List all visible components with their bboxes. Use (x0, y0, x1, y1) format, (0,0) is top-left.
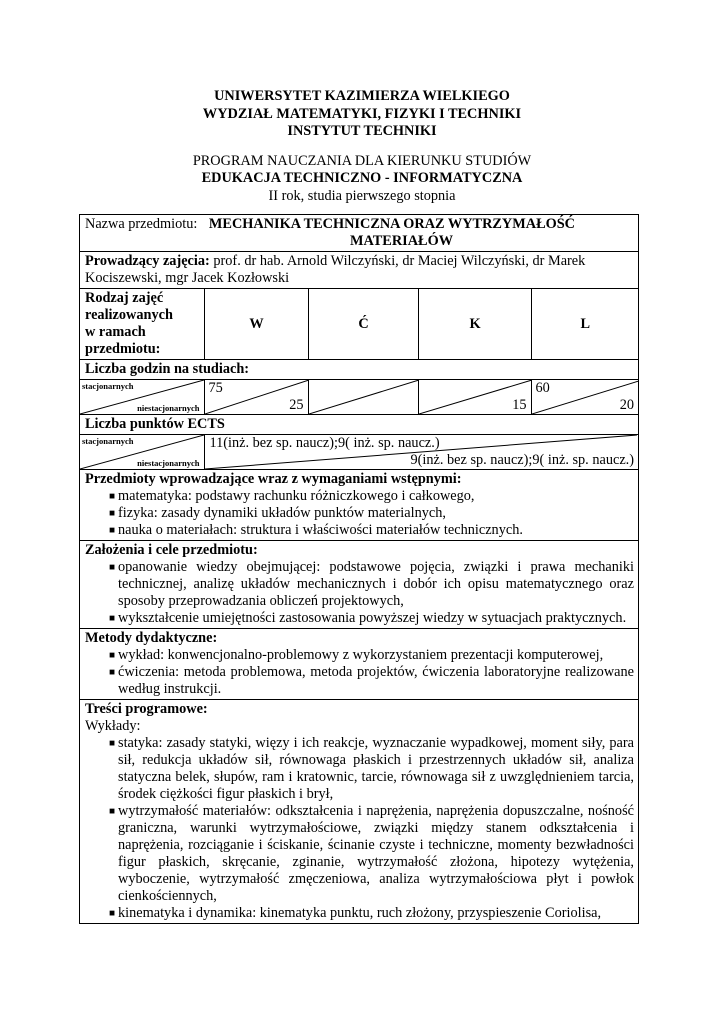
column-c: Ć (308, 289, 418, 359)
diagonal-divider-icon (309, 380, 419, 414)
list-item: ■ wykład: konwencjonalno-problemowy z wykorzystaniem prezentacji komputerowej, (109, 647, 604, 663)
hours-l-stationary: 60 (535, 380, 550, 396)
list-item: ■ kinematyka i dynamika: kinematyka punktu, ruch złożony, przyspieszenie Coriolisa, (109, 905, 602, 921)
column-l: L (531, 289, 638, 359)
lecturers-text-line1: prof. dr hab. Arnold Wilczyński, dr Maciej Wilczyński, dr Marek (209, 253, 586, 269)
syllabus-table (79, 214, 639, 924)
hours-label: Liczba godzin na studiach: (80, 360, 639, 380)
ects-values-cell (204, 435, 638, 469)
methods-list (85, 647, 634, 698)
study-level: II rok, studia pierwszego stopnia (268, 187, 456, 204)
ects-part-time-label: niestacjonarnych (137, 458, 200, 468)
ects-table (80, 435, 638, 469)
lecturers-text-line2: Kociszewski, mgr Jacek Kozłowski (85, 270, 290, 286)
document-header (0, 88, 724, 205)
hours-w-cell (204, 380, 308, 414)
lecturers-label: Prowadzący zajęcia: (85, 253, 210, 269)
class-types-row (80, 289, 639, 360)
subject-name-line2: MATERIAŁÓW (350, 233, 453, 249)
list-item: ■ nauka o materiałach: struktura i właściwości materiałów technicznych. (109, 522, 523, 538)
ects-label: Liczba punktów ECTS (80, 415, 639, 435)
hours-c-cell (308, 380, 418, 414)
field-of-study: EDUKACJA TECHNICZNO - INFORMATYCZNA (201, 170, 523, 186)
prerequisites-row (80, 470, 639, 541)
content-list (85, 735, 634, 922)
hours-k-cell (418, 380, 531, 414)
list-item: ■ wykształcenie umiejętności zastosowania powyższej wiedzy w sytuacjach praktycznych. (109, 610, 627, 626)
ects-stationary-value: 11(inż. bez sp. naucz);9( inż. sp. naucz.) (209, 435, 440, 451)
lecturers-row (80, 252, 639, 289)
column-w: W (204, 289, 308, 359)
hours-table (80, 380, 638, 414)
list-item: ■ opanowanie wiedzy obejmującej: podstawowe pojęcia, związki i prawa mechaniki technicznej, analizę układów mechanicznych i dobór ich opisu matematycznego oraz sposoby przeprowadzania obliczeń projektowych, (109, 559, 634, 609)
ects-values-row (80, 435, 639, 470)
list-item: ■ ćwiczenia: metoda problemowa, metoda projektów, ćwiczenia laboratoryjne realizowane według instrukcji. (109, 664, 634, 697)
faculty-name: WYDZIAŁ MATEMATYKI, FIZYKI I TECHNIKI (202, 105, 522, 122)
content-row (80, 700, 639, 924)
hours-w-stationary: 75 (208, 380, 223, 396)
content-label: Treści programowe: (85, 701, 208, 717)
hours-label-row (80, 360, 639, 380)
ects-stationary-label: stacjonarnych (82, 436, 134, 446)
list-item: ■ matematyka: podstawy rachunku różniczkowego i całkowego, (109, 488, 475, 504)
class-types-table (80, 289, 638, 359)
subject-label: Nazwa przedmiotu: (85, 216, 198, 232)
program-title: PROGRAM NAUCZANIA DLA KIERUNKU STUDIÓW (192, 152, 532, 169)
hours-w-part-time: 25 (289, 397, 304, 413)
column-k: K (418, 289, 531, 359)
institute-name: INSTYTUT TECHNIKI (287, 123, 437, 139)
university-name: UNIWERSYTET KAZIMIERZA WIELKIEGO (214, 88, 510, 104)
prerequisites-label: Przedmioty wprowadzające wraz z wymaganiami wstępnymi: (85, 471, 462, 487)
hours-k-part-time: 15 (512, 397, 527, 413)
content-sublabel: Wykłady: (85, 718, 141, 734)
list-item: ■ fizyka: zasady dynamiki układów punktów materialnych, (109, 505, 446, 521)
list-item: ■ statyka: zasady statyki, więzy i ich reakcje, wyznaczanie wypadkowej, moment siły, para sił, redukcja układów sił, równowaga płaskich i przestrzennych układów sił, analiza statyczna belek, słupów, ram i kratownic, tarcie, równowaga sił z uwzględnieniem tarcia, środek ciężkości figur płaskich i brył, (109, 735, 634, 802)
goals-list (85, 559, 634, 627)
ects-mode-cell (80, 435, 204, 469)
ects-label-row (80, 415, 639, 435)
hours-l-part-time: 20 (619, 397, 634, 413)
hours-part-time-label: niestacjonarnych (137, 403, 200, 413)
hours-stationary-label: stacjonarnych (82, 381, 134, 391)
list-item: ■ wytrzymałość materiałów: odkształcenia i naprężenia, naprężenia dopuszczalne, nośność graniczna, warunki wytrzymałościowe, związki między stanem odkształcenia i naprężenia, rozciąganie i ściskanie, ścinanie czyste i techniczne, momenty bezwładności figur płaskich, skręcanie, zginanie, wytrzymałość złożona, hipotezy wytężenia, wyboczenie, wytrzymałość zmęczeniowa, analiza wytrzymałościowa płyt i powłok cienkościennych, (109, 803, 634, 904)
goals-row (80, 541, 639, 629)
class-types-label: Rodzaj zajęć realizowanych w ramach przedmiotu: (80, 289, 204, 359)
prerequisites-list (85, 488, 634, 539)
hours-l-cell (531, 380, 638, 414)
subject-row (80, 215, 639, 252)
hours-mode-cell (80, 380, 204, 414)
methods-row (80, 629, 639, 700)
methods-label: Metody dydaktyczne: (85, 630, 218, 646)
hours-values-row (80, 380, 639, 415)
subject-name-line1: MECHANIKA TECHNICZNA ORAZ WYTRZYMAŁOŚĆ (208, 216, 575, 232)
goals-label: Założenia i cele przedmiotu: (85, 542, 258, 558)
ects-part-time-value: 9(inż. bez sp. naucz);9( inż. sp. naucz.) (410, 452, 634, 468)
